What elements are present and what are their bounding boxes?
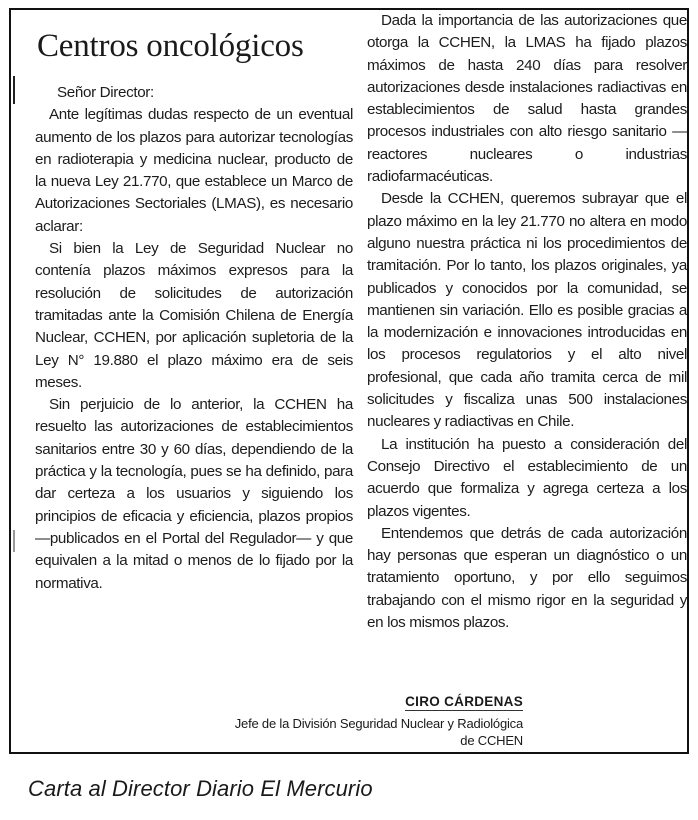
signature-role-line1: Jefe de la División Seguridad Nuclear y Radiológica (234, 716, 523, 731)
salutation: Señor Director: (57, 84, 154, 101)
paragraph-entendemos: Entendemos que detrás de cada autorización hay personas que esperan un diagnóstico o un tratamiento oportuno, y por ello seguimos trabajando con el mismo rigor en la seguridad y en los mismos plazos. (367, 524, 687, 632)
right-column (367, 10, 687, 634)
paragraph-plazos-cchen: Sin perjuicio de lo anterior, la CCHEN ha resuelto las autorizaciones de establecimientos sanitarios entre 30 y 60 días, dependiendo de la práctica y la tecnología, pues se ha definido, para dar certeza a los usuarios y siguiendo los principios de eficacia y eficiencia, plazos propios —publicados en el Portal del Regulador— y que equivalen a la mitad o menos de lo fijado por la normativa. (35, 396, 353, 592)
signature-role-line2: de CCHEN (460, 733, 523, 748)
paragraph-ley-seguridad: Si bien la Ley de Seguridad Nuclear no contenía plazos máximos expresos para la resolución de solicitudes de autorización tramitadas ante la Comisión Chilena de Energía Nuclear, CCHEN, por aplicación supletoria de la Ley N° 19.880 el plazo máximo era de seis meses. (35, 240, 353, 391)
signature-name: CIRO CÁRDENAS (405, 694, 523, 709)
scan-margin-mark-lower (13, 530, 15, 552)
left-column (35, 16, 353, 595)
scan-margin-mark (13, 76, 15, 104)
signature-role (183, 715, 523, 749)
paragraph-intro: Ante legítimas dudas respecto de un eventual aumento de los plazos para autorizar tecnologías en radioterapia y medicina nuclear, producto de la nueva Ley 21.770, que establece un Marco de Autorizaciones Sectoriales (LMAS), es necesario aclarar: (35, 106, 353, 235)
newspaper-clipping (9, 8, 689, 754)
paragraph-consejo: La institución ha puesto a consideración del Consejo Directivo el establecimiento de un acuerdo que formaliza y agrega certeza a los plazos vigentes. (367, 435, 687, 520)
caption: Carta al Director Diario El Mercurio (28, 776, 373, 801)
paragraph-subrayar: Desde la CCHEN, queremos subrayar que el plazo máximo en la ley 21.770 no altera en modo alguno nuestra práctica ni los procedimientos de tramitación. Por lo tanto, los plazos originales, ya publicados y conocidos por la comunidad, se mantienen sin variación. Ello es posible gracias a la modernización e innovaciones introducidas en los procesos regulatorios y el alto nivel profesional, que cada año tramita cerca de mil solicitudes y fiscaliza unas 500 instalaciones nucleares y radiactivas en Chile. (367, 190, 687, 431)
headline: Centros oncológicos (37, 28, 304, 64)
paragraph-importancia: Dada la importancia de las autorizaciones que otorga la CCHEN, la LMAS ha fijado plazos máximos de hasta 240 días para resolver autorizaciones desde instalaciones radiactivas en establecimientos de salud hasta grandes procesos industriales con alto riesgo sanitario —reactores nucleares o industrias radiofarmacéuticas. (367, 12, 687, 186)
